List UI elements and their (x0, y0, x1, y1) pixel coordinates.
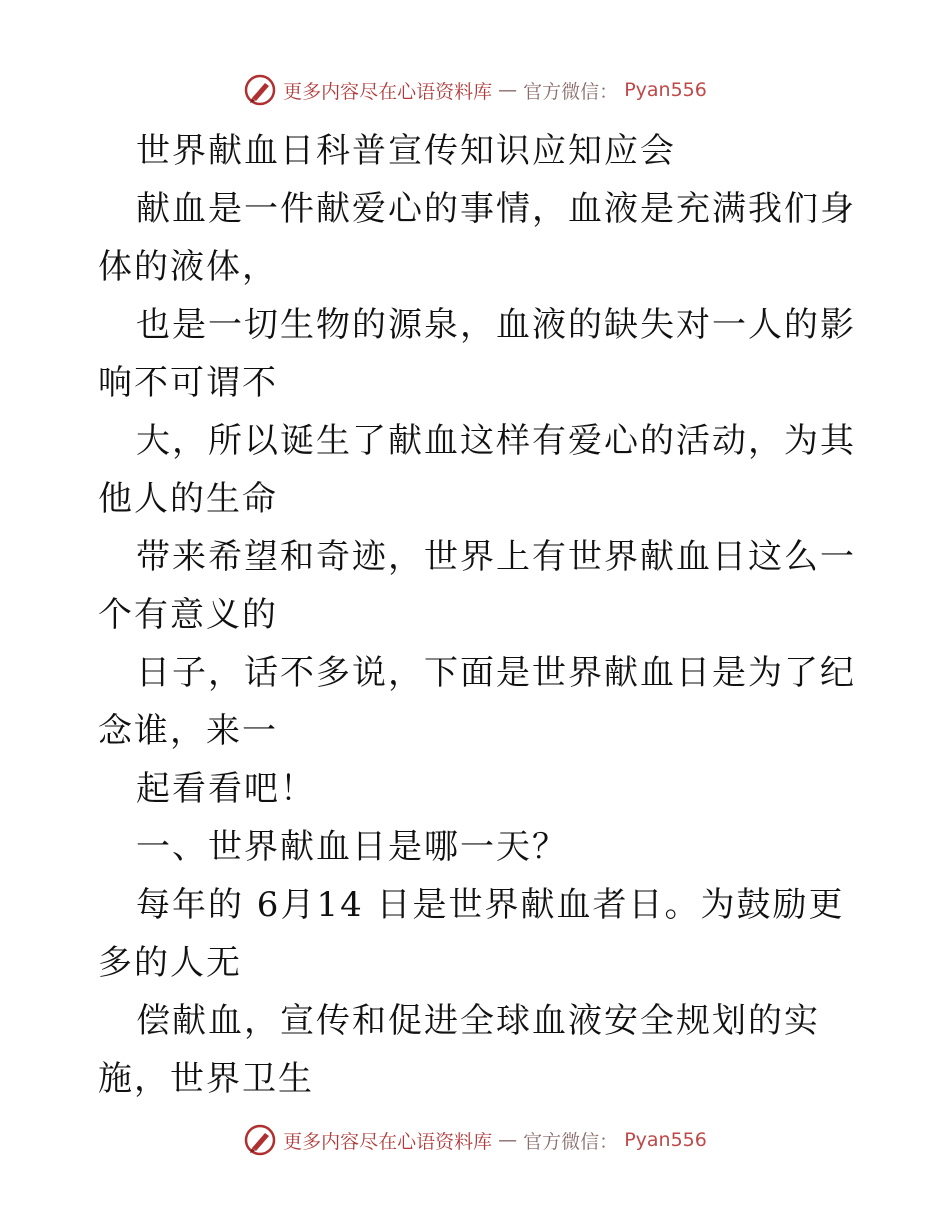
watermark-wechat-id: Pyan556 (624, 1129, 707, 1151)
pen-logo-icon (243, 1123, 277, 1157)
watermark-text: 更多内容尽在心语资料库 (283, 1130, 493, 1153)
section-heading: 一、世界献血日是哪一天？ (136, 827, 568, 867)
document-title: 世界献血日科普宣传知识应知应会 (136, 131, 676, 171)
paragraph-line: 起看看吧！ (136, 769, 316, 809)
watermark-wechat-label: 官方微信： (523, 1130, 619, 1153)
pen-logo-icon (243, 73, 277, 107)
paragraph-line: 每年的 6月14 日是世界献血者日。为鼓励更多的人无 (98, 885, 845, 983)
paragraph-line: 献血是一件献爱心的事情，血液是充满我们身体的液体， (98, 189, 856, 287)
watermark-separator: — (498, 79, 518, 101)
footer-watermark (0, 1120, 950, 1160)
watermark-text: 更多内容尽在心语资料库 (283, 80, 493, 103)
header-watermark (0, 70, 950, 110)
paragraph-line: 也是一切生物的源泉，血液的缺失对一人的影响不可谓不 (98, 305, 856, 403)
watermark-wechat-label: 官方微信： (523, 80, 619, 103)
paragraph-line: 偿献血，宣传和促进全球血液安全规划的实施，世界卫生 (98, 1001, 820, 1099)
paragraph-line: 带来希望和奇迹，世界上有世界献血日这么一个有意义的 (98, 537, 856, 635)
paragraph-line: 日子，话不多说，下面是世界献血日是为了纪念谁，来一 (98, 653, 856, 751)
watermark-wechat-id: Pyan556 (624, 79, 707, 101)
watermark-separator: — (498, 1129, 518, 1151)
document-body (98, 122, 858, 1108)
paragraph-line: 大，所以诞生了献血这样有爱心的活动，为其他人的生命 (98, 421, 856, 519)
